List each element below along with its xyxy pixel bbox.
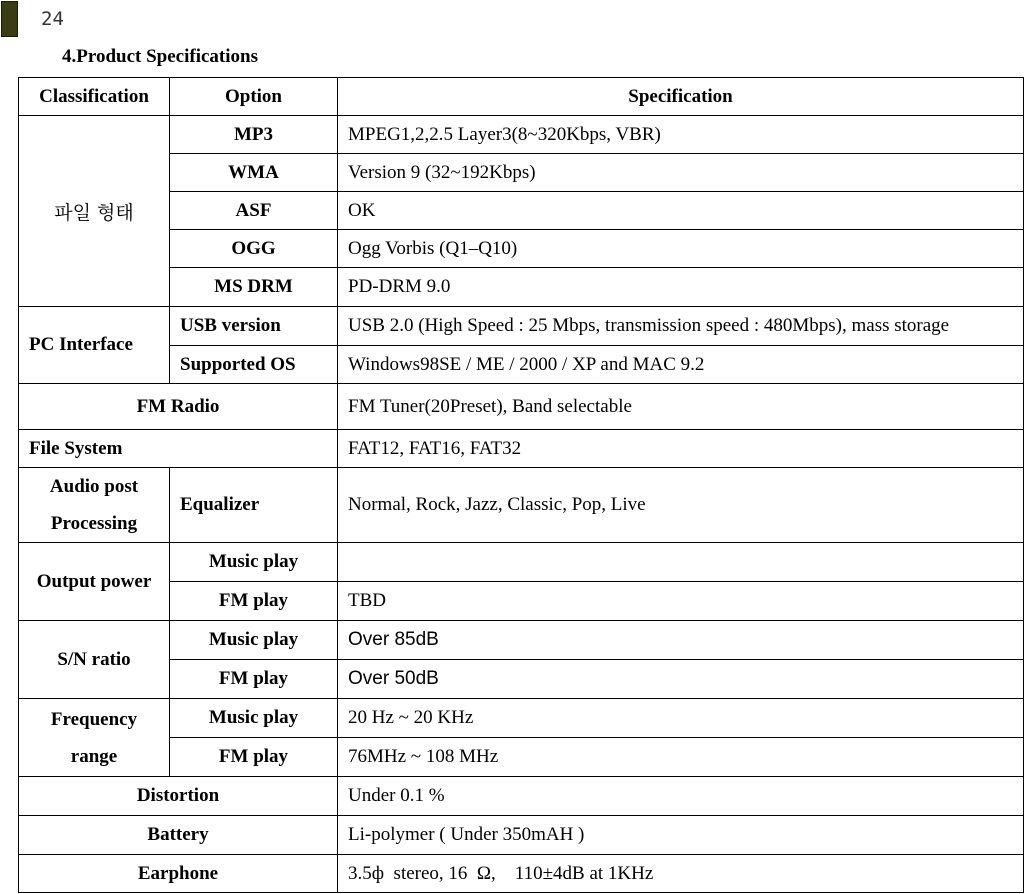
option-cell: FM play (170, 582, 338, 621)
spec-cell (338, 543, 1024, 582)
classification-output-power: Output power (19, 543, 170, 621)
classification-earphone: Earphone (19, 855, 338, 893)
option-cell: MP3 (170, 116, 338, 154)
table-row (19, 268, 1024, 307)
classification-fm-radio: FM Radio (19, 384, 338, 430)
table-row (19, 307, 1024, 346)
table-row (19, 699, 1024, 738)
table-row (19, 543, 1024, 582)
table-row (19, 116, 1024, 154)
spec-cell: TBD (338, 582, 1024, 621)
option-cell: Music play (170, 543, 338, 582)
option-cell: Equalizer (170, 468, 338, 543)
section-title: 4.Product Specifications (62, 46, 258, 67)
spec-cell: Li-polymer ( Under 350mAH ) (338, 816, 1024, 855)
table-row (19, 192, 1024, 230)
classification-frequency-range (19, 699, 170, 777)
header-option: Option (170, 78, 338, 116)
table-row (19, 855, 1024, 893)
option-cell: Supported OS (170, 346, 338, 384)
table-row (19, 621, 1024, 660)
option-cell: WMA (170, 154, 338, 192)
option-cell: Music play (170, 621, 338, 660)
classification-audio-post-processing (19, 468, 170, 543)
option-cell: MS DRM (170, 268, 338, 307)
table-row (19, 384, 1024, 430)
spec-cell: OK (338, 192, 1024, 230)
option-cell: USB version (170, 307, 338, 346)
table-row (19, 230, 1024, 268)
option-cell: OGG (170, 230, 338, 268)
table-row (19, 468, 1024, 543)
spec-cell: FM Tuner(20Preset), Band selectable (338, 384, 1024, 430)
page-marker-bar (1, 1, 18, 37)
table-row (19, 816, 1024, 855)
table-header-row (19, 78, 1024, 116)
classification-file-format: 파일 형태 (19, 116, 170, 307)
classification-line: Processing (50, 513, 138, 534)
spec-cell: FAT12, FAT16, FAT32 (338, 430, 1024, 468)
spec-cell: MPEG1,2,2.5 Layer3(8~320Kbps, VBR) (338, 116, 1024, 154)
spec-cell: Over 85dB (338, 621, 1024, 660)
classification-pc-interface: PC Interface (19, 307, 170, 384)
classification-distortion: Distortion (19, 777, 338, 816)
header-classification: Classification (19, 78, 170, 116)
spec-cell: Ogg Vorbis (Q1–Q10) (338, 230, 1024, 268)
table-row (19, 346, 1024, 384)
classification-line: Frequency (50, 708, 138, 730)
classification-sn-ratio: S/N ratio (19, 621, 170, 699)
classification-battery: Battery (19, 816, 338, 855)
table-row (19, 154, 1024, 192)
table-row (19, 660, 1024, 699)
page-number: 24 (41, 8, 64, 30)
spec-table (18, 77, 1024, 893)
option-cell: Music play (170, 699, 338, 738)
classification-file-system: File System (19, 430, 338, 468)
spec-cell: 76MHz ~ 108 MHz (338, 738, 1024, 777)
spec-cell: PD-DRM 9.0 (338, 268, 1024, 307)
spec-cell: Windows98SE / ME / 2000 / XP and MAC 9.2 (338, 346, 1024, 384)
spec-cell: Version 9 (32~192Kbps) (338, 154, 1024, 192)
spec-cell: USB 2.0 (High Speed : 25 Mbps, transmission speed : 480Mbps), mass storage (338, 307, 1024, 346)
table-row (19, 430, 1024, 468)
table-row (19, 582, 1024, 621)
option-cell: FM play (170, 660, 338, 699)
option-cell: FM play (170, 738, 338, 777)
spec-cell: Under 0.1 % (338, 777, 1024, 816)
spec-cell: Normal, Rock, Jazz, Classic, Pop, Live (338, 468, 1024, 543)
spec-cell: 20 Hz ~ 20 KHz (338, 699, 1024, 738)
header-specification: Specification (338, 78, 1024, 116)
classification-line: Audio post (49, 476, 139, 497)
option-cell: ASF (170, 192, 338, 230)
table-row (19, 738, 1024, 777)
spec-cell: 3.5ф stereo, 16 Ω, 110±4dB at 1KHz (338, 855, 1024, 893)
table-row (19, 777, 1024, 816)
classification-line: range (70, 745, 118, 767)
spec-cell: Over 50dB (338, 660, 1024, 699)
